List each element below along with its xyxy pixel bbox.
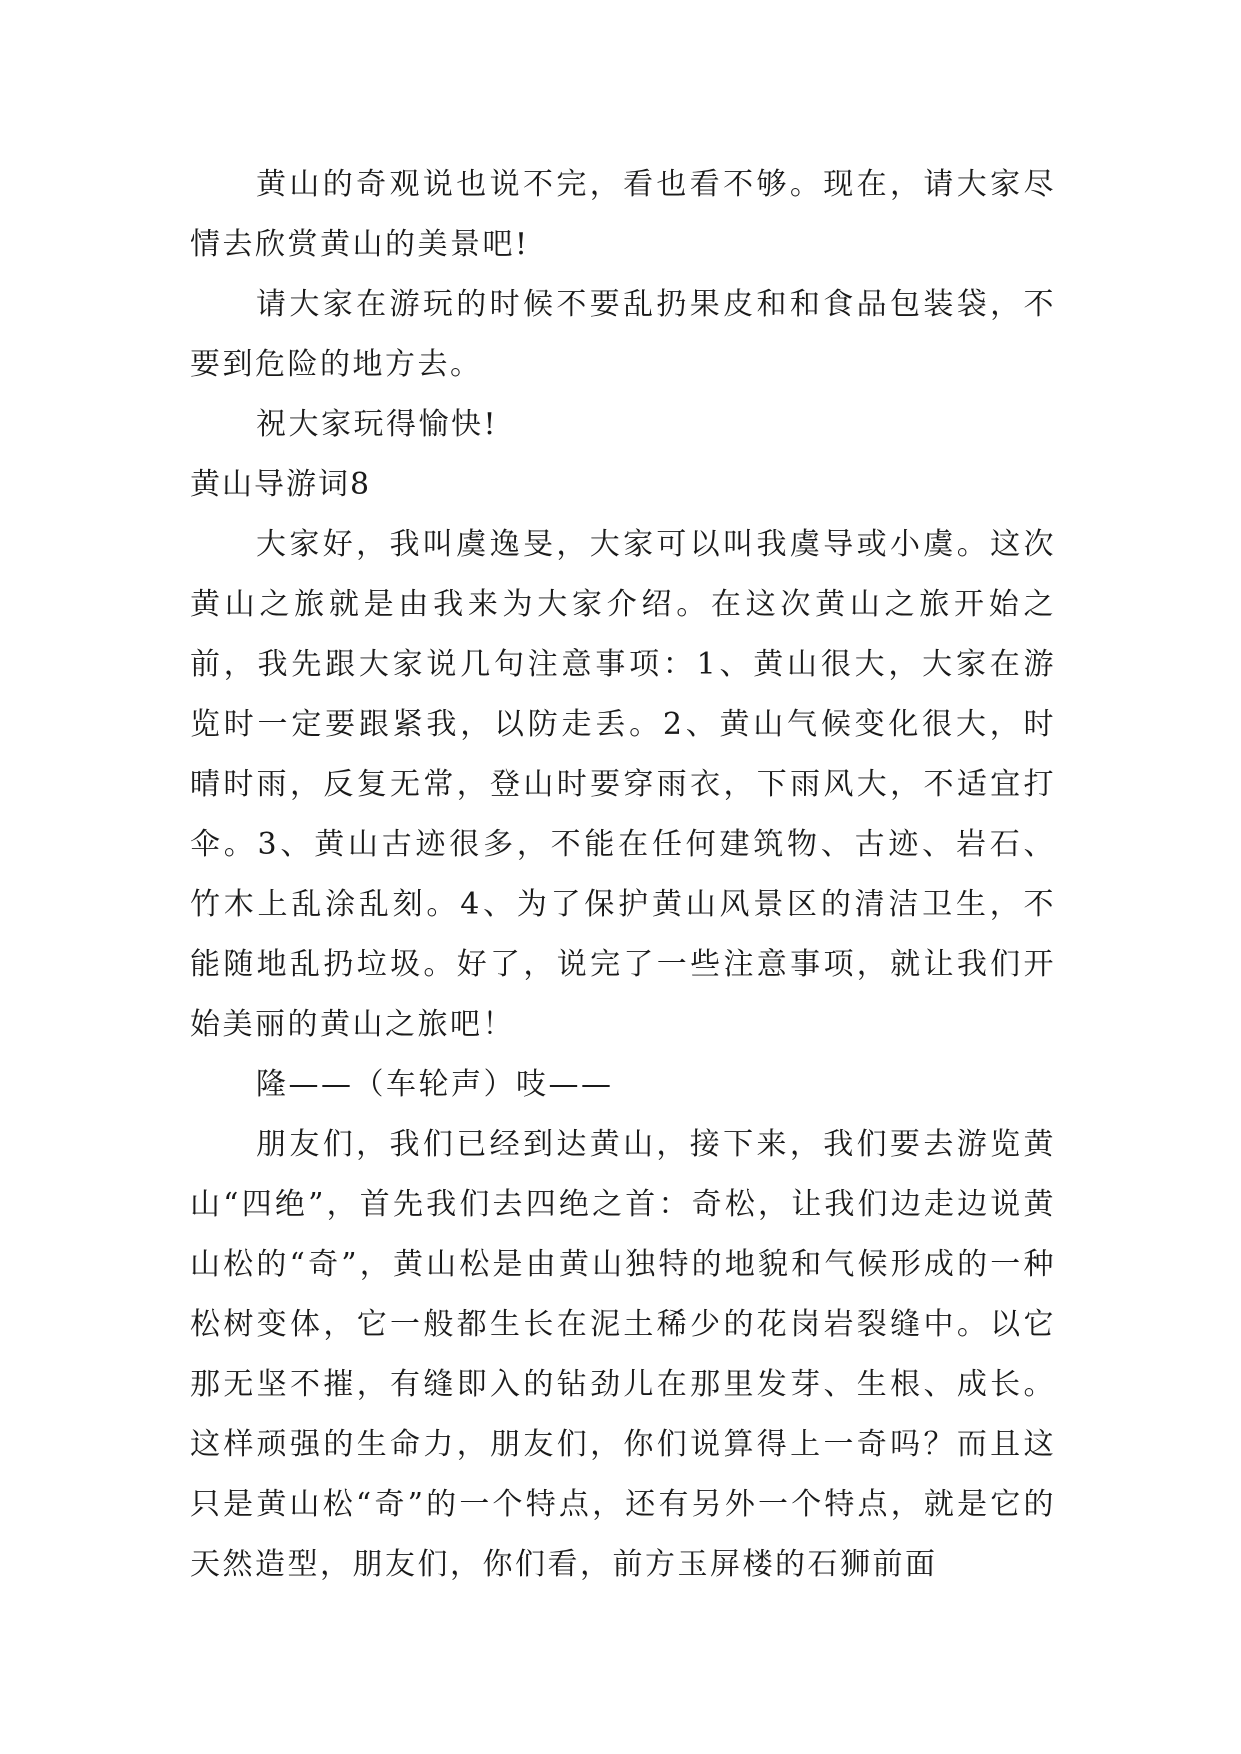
paragraph-farewell: 祝大家玩得愉快! xyxy=(256,407,499,442)
document-page xyxy=(190,155,1056,1595)
paragraph-introduction: 大家好，我叫虞逸旻，大家可以叫我虞导或小虞。这次黄山之旅就是由我来为大家介绍。在这次黄山之旅开始之前，我先跟大家说几句注意事项：1、黄山很大，大家在游览时一定要跟紧我，以防走丢。2、黄山气候变化很大，时晴时雨，反复无常，登山时要穿雨衣，下雨风大，不适宜打伞。3、黄山古迹很多，不能在任何建筑物、古迹、岩石、竹木上乱涂乱刻。4、为了保护黄山风景区的清洁卫生，不能随地乱扔垃圾。好了，说完了一些注意事项，就让我们开始美丽的黄山之旅吧！ xyxy=(190,527,1056,1042)
paragraph-sound-effect: 隆——（车轮声）吱—— xyxy=(256,1067,614,1102)
paragraph-litter-reminder: 请大家在游玩的时候不要乱扔果皮和和食品包装袋，不要到危险的地方去。 xyxy=(190,287,1056,382)
section-heading: 黄山导游词8 xyxy=(190,467,372,502)
paragraph-closing-scenery: 黄山的奇观说也说不完，看也看不够。现在，请大家尽情去欣赏黄山的美景吧! xyxy=(190,167,1056,262)
paragraph-pine-description: 朋友们，我们已经到达黄山，接下来，我们要去游览黄山“四绝”，首先我们去四绝之首：奇松，让我们边走边说黄山松的“奇”，黄山松是由黄山独特的地貌和气候形成的一种松树变体，它一般都生长在泥土稀少的花岗岩裂缝中。以它那无坚不摧，有缝即入的钻劲儿在那里发芽、生根、成长。这样顽强的生命力，朋友们，你们说算得上一奇吗？而且这只是黄山松“奇”的一个特点，还有另外一个特点，就是它的天然造型，朋友们，你们看，前方玉屏楼的石狮前面 xyxy=(190,1127,1056,1582)
